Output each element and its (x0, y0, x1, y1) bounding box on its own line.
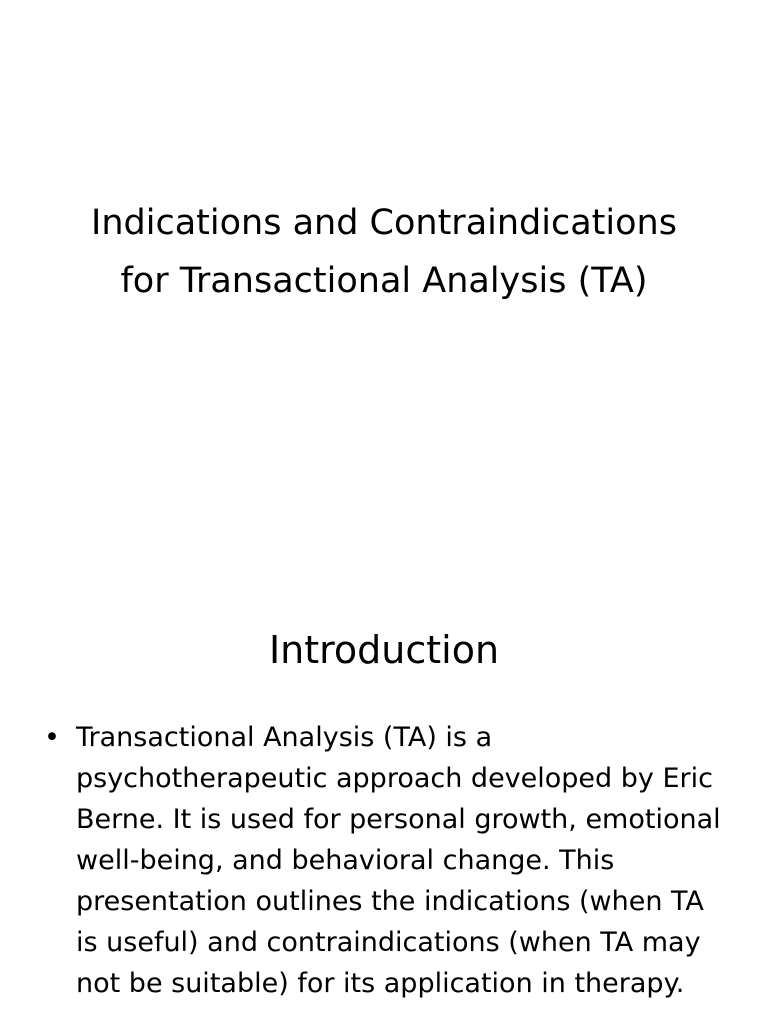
title-line-2: for Transactional Analysis (TA) (120, 261, 648, 301)
title-line-1: Indications and Contraindications (91, 203, 677, 243)
bullet-icon: • (44, 722, 60, 753)
slide-heading: Introduction (268, 628, 500, 672)
bullet-text: Transactional Analysis (TA) is a psychotherapeutic approach developed by Eric Berne. It is used for personal growth, emotional well-being, and behavioral change. This presentation outlines the indications (when TA is useful) and contraindications (when TA may not be suitable) for its application in therapy. (76, 722, 721, 999)
introduction-slide (0, 576, 768, 1024)
bullet-list (44, 717, 734, 1004)
presentation-title (30, 194, 738, 310)
bullet-item (44, 717, 734, 1004)
